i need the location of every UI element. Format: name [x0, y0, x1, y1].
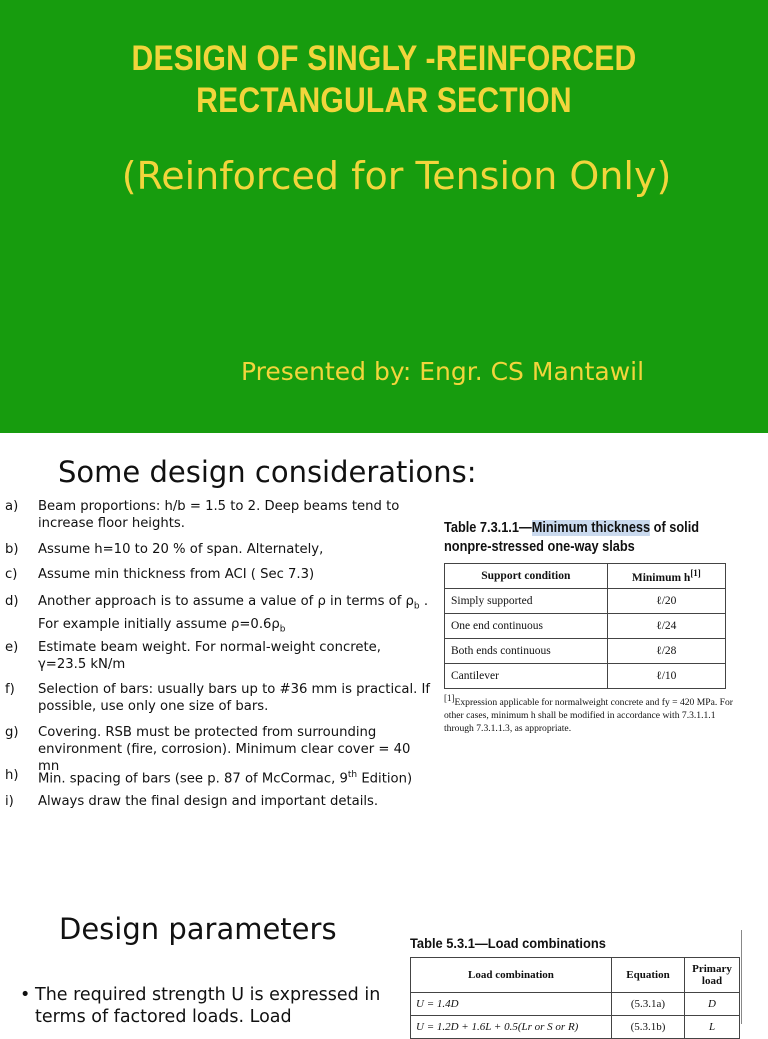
list-letter: g): [5, 725, 19, 740]
list-letter: d): [5, 594, 19, 609]
considerations-heading: Some design considerations:: [58, 455, 477, 489]
header-primary-load: Primary load: [685, 958, 740, 993]
title-slide: [0, 0, 768, 433]
list-letter: h): [5, 768, 19, 783]
bullet-text: The required strength U is expressed in terms of factored loads. Load: [35, 985, 381, 1027]
list-text: Always draw the final design and important details.: [38, 794, 379, 809]
table-row: [411, 1016, 740, 1039]
table-caption: Table 5.3.1—Load combinations: [410, 935, 606, 951]
cell-min: ℓ/20: [607, 589, 725, 614]
cell-primary: L: [685, 1016, 740, 1039]
cell-combination: U = 1.4D: [411, 993, 612, 1016]
table-row: [445, 664, 726, 689]
table-header-row: [445, 564, 726, 589]
bullet-dot: •: [20, 985, 31, 1005]
cell-equation: (5.3.1a): [612, 993, 685, 1016]
design-parameters-heading: Design parameters: [59, 912, 337, 946]
list-letter: e): [5, 640, 19, 655]
list-text: Estimate beam weight. For normal-weight concrete, γ=23.5 kN/m: [38, 640, 381, 672]
title-line-1: DESIGN OF SINGLY -REINFORCED: [131, 39, 637, 78]
page-edge-line: [741, 930, 742, 1024]
min-thickness-table: [444, 563, 726, 689]
slide-subtitle: (Reinforced for Tension Only): [121, 154, 672, 198]
list-text: Assume min thickness from ACI ( Sec 7.3): [38, 567, 315, 582]
header-minimum-h: Minimum h[1]: [607, 564, 725, 589]
list-text: Selection of bars: usually bars up to #36 mm is practical. If possible, use only one size of bars.: [38, 682, 431, 714]
load-combinations-table-figure: [410, 934, 740, 1039]
table-row: [445, 639, 726, 664]
list-text: Min. spacing of bars (see p. 87 of McCormac, 9th Edition): [38, 770, 413, 787]
list-text: Another approach is to assume a value of ρ in terms of $\rho_b$ . For example initially assume $\rho=0.6\rho_b$: [38, 594, 429, 635]
cell-condition: One end continuous: [445, 614, 608, 639]
list-text: Covering. RSB must be protected from surrounding environment (fire, corrosion). Minimum clear cover = 40 mn: [38, 725, 411, 774]
cell-min: ℓ/10: [607, 664, 725, 689]
cell-primary: D: [685, 993, 740, 1016]
header-support-condition: Support condition: [445, 564, 608, 589]
table-footnote: [1]Expression applicable for normalweight concrete and fy = 420 MPa. For other cases, minimum h shall be modified in accordance with 7.3.1.1.1 through 7.3.1.1.3, as appropriate.: [444, 693, 733, 735]
table-header-row: [411, 958, 740, 993]
cell-equation: (5.3.1b): [612, 1016, 685, 1039]
cell-condition: Cantilever: [445, 664, 608, 689]
list-letter: f): [5, 682, 15, 697]
min-thickness-table-figure: [444, 519, 734, 735]
list-letter: b): [5, 542, 19, 557]
header-equation: Equation: [612, 958, 685, 993]
cell-condition: Simply supported: [445, 589, 608, 614]
list-letter: a): [5, 499, 19, 514]
list-letter: i): [5, 794, 14, 809]
cell-min: ℓ/28: [607, 639, 725, 664]
list-text: Beam proportions: h/b = 1.5 to 2. Deep beams tend to increase floor heights.: [38, 499, 400, 531]
table-caption: Table 7.3.1.1—Minimum thickness of solid nonpre-stressed one-way slabs: [444, 520, 700, 555]
list-letter: c): [5, 567, 18, 582]
load-combinations-table: [410, 957, 740, 1039]
cell-min: ℓ/24: [607, 614, 725, 639]
presenter-line: Presented by: Engr. CS Mantawil: [241, 357, 645, 386]
cell-combination: U = 1.2D + 1.6L + 0.5(Lr or S or R): [411, 1016, 612, 1039]
header-combination: Load combination: [411, 958, 612, 993]
table-row: [411, 993, 740, 1016]
slide-title: [54, 38, 714, 122]
title-line-2: RECTANGULAR SECTION: [196, 81, 572, 120]
cell-condition: Both ends continuous: [445, 639, 608, 664]
table-row: [445, 614, 726, 639]
table-row: [445, 589, 726, 614]
list-text: Assume h=10 to 20 % of span. Alternately,: [38, 542, 324, 557]
